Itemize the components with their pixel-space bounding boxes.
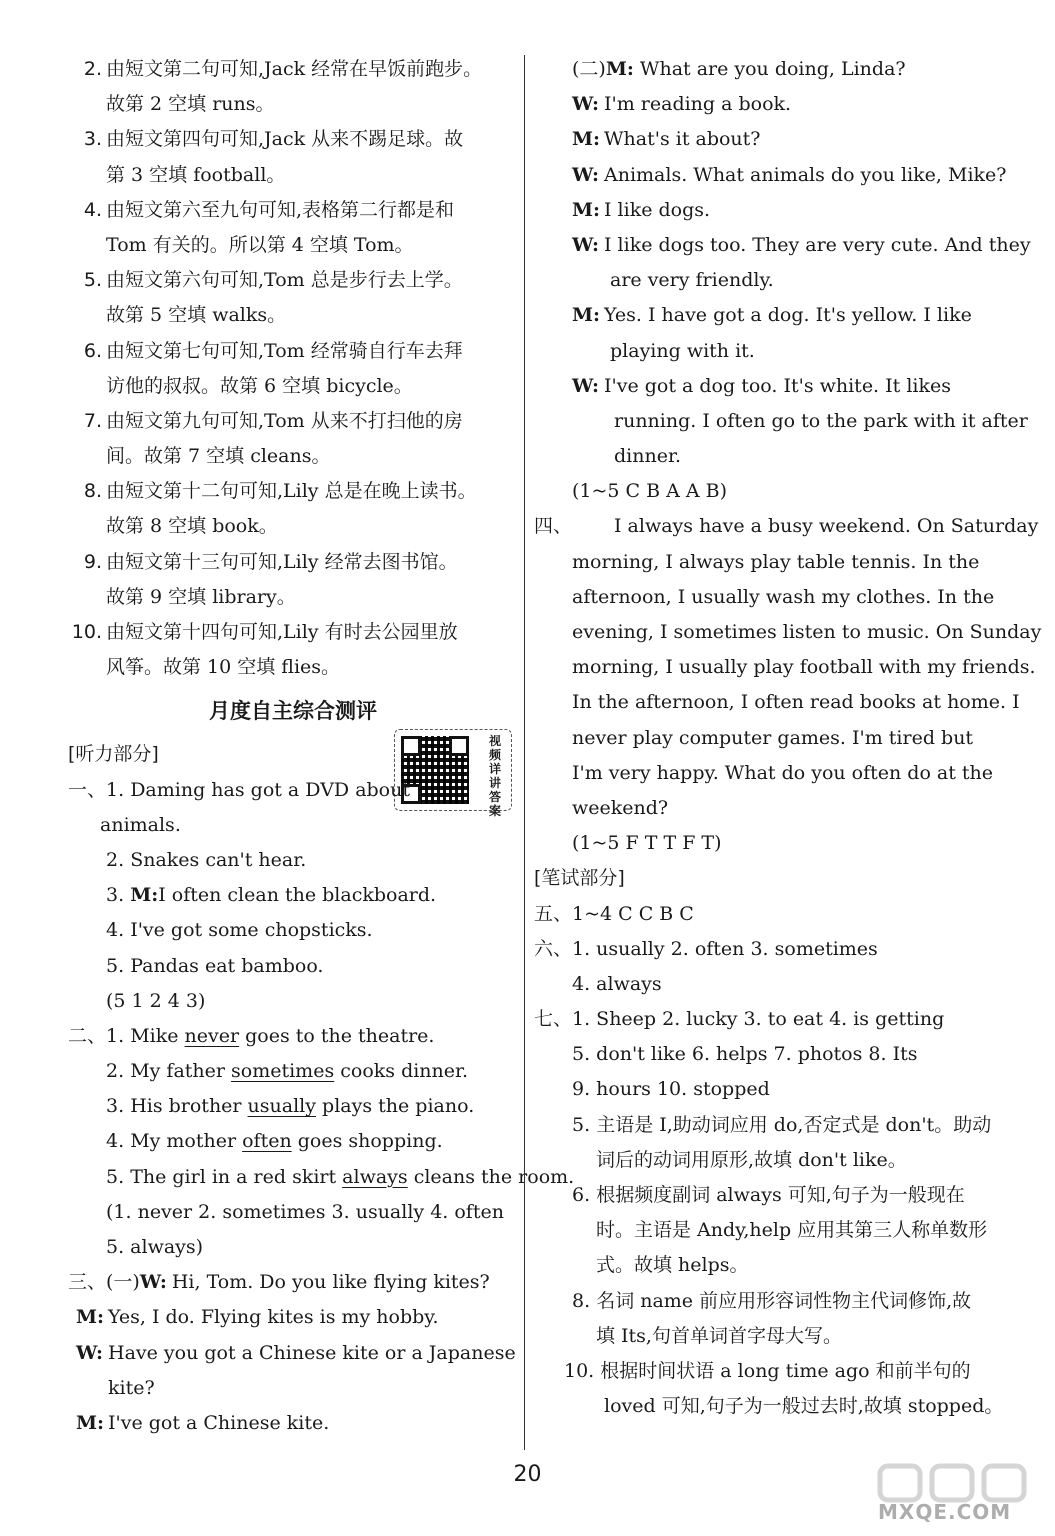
section-title: 月度自主综合测评 [209,699,377,724]
list-item: 4. 由短文第六至九句可知,表格第二行都是和 [83,198,455,221]
part-2-line: 二、1. Mike never goes to the theatre. [68,1024,435,1047]
list-item: 10. 由短文第十四句可知,Lily 有时去公园里放 [71,621,458,643]
part-4: 四、 I always have a busy weekend. On Saturday morning, I always play table tennis. In the afternoon, I usually wash my clothes. In the evening, I sometimes listen to music. On Sunday morning, I usually play football with my friends. In the afternoon, I often read books at home. I never play computer games. I'm tired but I'm very happy. What do you often do at the weekend? (1~5 F T T F T) [534,509,1014,861]
watermark-text: MXQE.COM [878,1500,1012,1524]
written-header: [笔试部分] [534,867,625,890]
part-5: 五、1~4 C C B C [534,902,694,925]
list-item: 2. 由短文第二句可知,Jack 经常在早饭前跑步。 [83,58,483,80]
page-number: 20 [513,1462,542,1487]
answer-explanations: 2. 由短文第二句可知,Jack 经常在早饭前跑步。 故第 2 空填 runs。 3. 由短文第四句可知,Jack 从来不踢足球。故 第 3 空填 football。 4. 由短文第六至九句可知,表格第二行都是和 Tom 有关的。所以第 4 空填 Tom。 5. 由短文第六句可知,Tom 总是步行去上学。 故第 5 空填 walks。 6. 由短文第七句可知,Tom 经常骑自行车去拜 访他的叔叔。故第 6 空填 bicycle。 7. 由短文第九句可知,Tom 从来不打扫他的房 间。故第 7 空填 cleans。 8. 由短文第十二句可知,Lily 总是在晚上读书。 故第 8 空填 book。 9. 由短文第十三句可知,Lily 经常去图书馆。 故第 9 空填 library。 10. 由短文第十四句可知,Lily 有时去公园里放 风筝。故第 10 空填 flies。 [68,52,518,685]
part-6: 六、1. usually 2. often 3. sometimes [534,937,878,960]
dialog-2: (二)M: What are you doing, Linda? W: I'm reading a book. M: What's it about? W: Animals. What animals do you like, Mike? M: I like dogs. W: I like dogs too. They are very cute. And they are very friendly. M: Yes. I have got a dog. It's yellow. I like playing with it. W: I've got a dog too. It's white. It likes running. I often go to the park with it after dinner. (1~5 C B A A B) [534,52,1014,509]
list-item: 5. 由短文第六句可知,Tom 总是步行去上学。 [83,269,463,292]
list-item: 3. 由短文第四句可知,Jack 从来不踢足球。故 [83,128,464,151]
listening-section: [听力部分] 视频详讲答案 一、1. Daming has got a DVD about animals. 2. Snakes can't hear. 3. M:I often clean the blackboard. 4. I've got some chopsticks. 5. Pandas eat bamboo. (5 1 2 4 3) 二、1. Mike never goes to the theatre. 2. My father sometimes cooks dinner. 3. His brother usually plays the piano. 4. My mother often goes shopping. 5. The girl in a red skirt always cleans the room. (1. never 2. sometimes 3. usually 4. often 5. always) 三、(一)W: Hi, Tom. Do you like flying kites? M: Yes, I do. Flying kites is my hobby. W: Have you got a Chinese kite or a Japanese kite? M: I've got a Chinese kite. [68,737,518,1441]
list-item: 6. 由短文第七句可知,Tom 经常骑自行车去拜 [83,339,463,362]
listening-header: [听力部分] [68,743,159,766]
column-divider [524,55,525,1450]
list-item: 9. 由短文第十三句可知,Lily 经常去图书馆。 [83,550,458,573]
list-item: 10. 根据时间状语 a long time ago 和前半句的 [564,1359,971,1382]
list-item: 8. 名词 name 前应用形容词性物主代词修饰,故 [572,1289,972,1312]
part-3-line: 三、(一)W: Hi, Tom. Do you like flying kites? [68,1271,490,1294]
part-1-line: 一、1. Daming has got a DVD about [68,778,410,801]
answer-key: (1. never 2. sometimes 3. usually 4. often [106,1200,504,1223]
right-column: (二)M: What are you doing, Linda? W: I'm reading a book. M: What's it about? W: Animals. What animals do you like, Mike? M: I like dogs. W: I like dogs too. They are very cute. And they are very friendly. M: Yes. I have got a dog. It's yellow. I like playing with it. W: I've got a dog too. It's white. It likes running. I often go to the park with it after dinner. (1~5 C B A A B) 四、 I always have a busy weekend. On Saturday morning, I always play table tennis. In the afternoon, I usually wash my clothes. In the evening, I sometimes listen to music. On Sunday morning, I usually play football with my friends. In the afternoon, I often read books at home. I never play computer games. I'm tired but I'm very happy. What do you often do at the weekend? (1~5 F T T F T) [笔试部分] 五、1~4 C C B C 六、1. usually 2. often 3. sometimes 4. always 七、1. Sheep 2. lucky 3. to eat 4. is getting 5. don't like 6. helps 7. photos 8. Its 9. hours 10. stopped 5. 主语是 I,助动词应用 do,否定式是 don't。助动 词后的动词用原形,故填 don't like。 6. 根据频度副词 always 可知,句子为一般现在 时。主语是 Andy,help 应用其第三人称单数形 式。故填 helps。 8. 名词 name 前应用形容词性物主代词修饰,故 填 Its,句首单词首字母大写。 10. 根据时间状语 a long time ago 和前半句的 loved 可知,句子为一般过去时,故填 stopped。 [534,52,1014,1424]
list-item: 6. 根据频度副词 always 可知,句子为一般现在 [572,1184,965,1206]
list-item: 7. 由短文第九句可知,Tom 从来不打扫他的房 [83,409,463,432]
answer-key: (1~5 C B A A B) [572,480,728,503]
left-column [68,52,575,1441]
qr-label: 视频详讲答案 [489,734,502,819]
list-item: 5. 主语是 I,助动词应用 do,否定式是 don't。助动 [572,1113,992,1136]
list-item: 8. 由短文第十二句可知,Lily 总是在晚上读书。 [83,480,477,503]
answer-key: (1~5 F T T F T) [572,832,722,855]
part-7: 七、1. Sheep 2. lucky 3. to eat 4. is getting 5. don't like 6. helps 7. photos 8. Its 9. hours 10. stopped 5. 主语是 I,助动词应用 do,否定式是 don't。助动 词后的动词用原形,故填 don't like。 6. 根据频度副词 always 可知,句子为一般现在 时。主语是 Andy,help 应用其第三人称单数形 式。故填 helps。 8. 名词 name 前应用形容词性物主代词修饰,故 填 Its,句首单词首字母大写。 10. 根据时间状语 a long time ago 和前半句的 loved 可知,句子为一般过去时,故填 stopped。 [534,1002,1014,1424]
answer-key: (5 1 2 4 3) [106,989,206,1012]
